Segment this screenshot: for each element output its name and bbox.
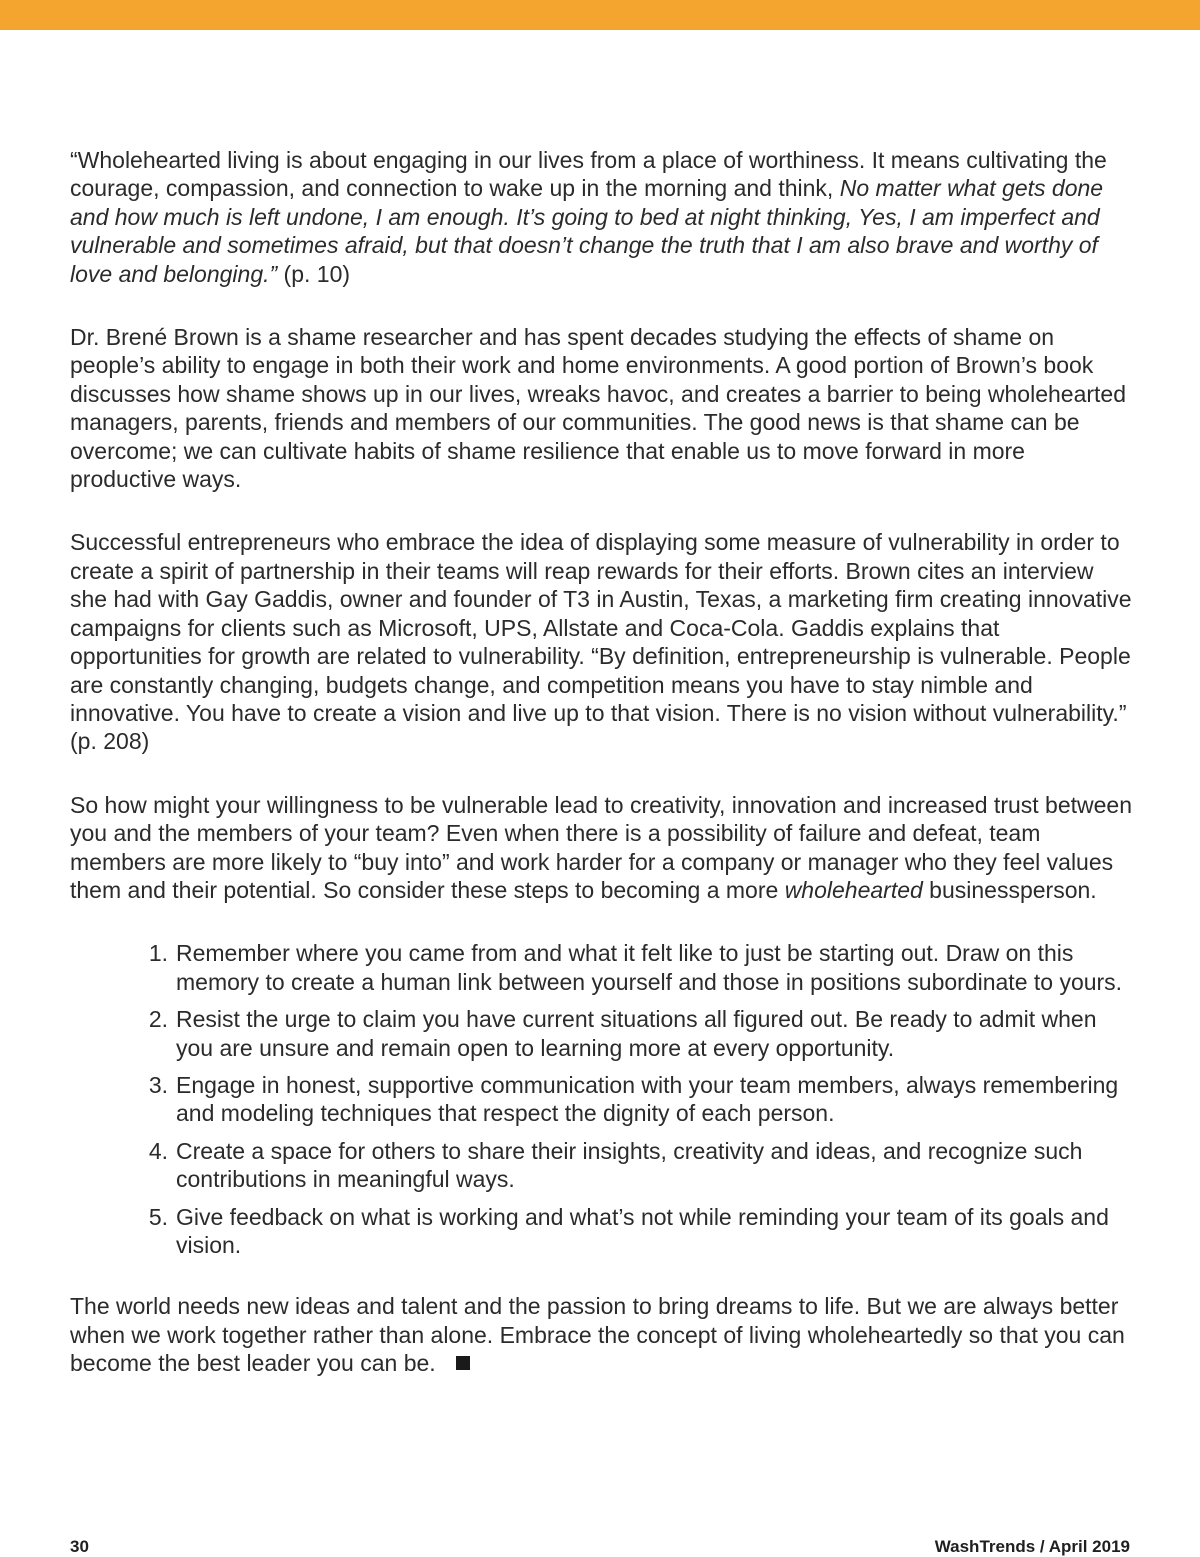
list-item (148, 1203, 1132, 1260)
article-body (70, 146, 1132, 1413)
list-item-text: Create a space for others to share their insights, creativity and ideas, and recognize such contributions in meaningful ways. (176, 1137, 1083, 1193)
steps-intro-italic: wholehearted (784, 876, 923, 903)
top-accent-bar (0, 0, 1200, 30)
end-mark-icon (456, 1356, 470, 1370)
publication-issue: WashTrends / April 2019 (934, 1537, 1130, 1556)
list-item (148, 939, 1132, 996)
closing-paragraph (70, 1292, 1132, 1377)
list-item (148, 1137, 1132, 1194)
list-item-text: Remember where you came from and what it felt like to just be starting out. Draw on this memory to create a human link between yourself and those in positions subordinate to yours. (176, 940, 1123, 995)
steps-list (70, 939, 1132, 1259)
page-number: 30 (70, 1537, 89, 1556)
list-item-number: 1. (148, 940, 168, 967)
list-item-number: 4. (148, 1137, 168, 1164)
quote-citation: (p. 10) (277, 260, 351, 287)
list-item (148, 1071, 1132, 1128)
closing-text: The world needs new ideas and talent and the passion to bring dreams to life. But we are always better when we work together rather than alone. Embrace the concept of living wholeheartedly so that you can become the best leader you can be. (70, 1293, 1125, 1377)
list-item-number: 3. (148, 1071, 168, 1098)
opening-quote (70, 146, 1132, 288)
paragraph-brown-research: Dr. Brené Brown is a shame researcher and has spent decades studying the effects of shame on people’s ability to engage in both their work and home environments. A good portion of Brown’s book discusses how shame shows up in our lives, wreaks havoc, and creates a barrier to being wholehearted managers, parents, friends and members of our communities. The good news is that shame can be overcome; we can cultivate habits of shame resilience that enable us to move forward in more productive ways. (70, 324, 1127, 493)
list-item (148, 1005, 1132, 1062)
paragraph-entrepreneurs: Successful entrepreneurs who embrace the idea of displaying some measure of vulnerability in order to create a spirit of partnership in their teams will reap rewards for their efforts. Brown cites an interview she had with Gay Gaddis, owner and founder of T3 in Austin, Texas, a marketing firm creating innovative campaigns for clients such as Microsoft, UPS, Allstate and Coca-Cola. Gaddis explains that opportunities for growth are related to vulnerability. “By definition, entrepreneurship is vulnerable. People are constantly changing, budgets change, and competition means you have to stay nimble and innovative. You have to create a vision and live up to that vision. There is no vision without vulnerability.” (p. 208) (70, 529, 1132, 755)
quote-italic: No matter what gets done and how much is left undone, I am enough. It’s going to bed at night thinking, Yes, I am imperfect and vulnerable and sometimes afraid, but that doesn’t change the truth that I am also brave and worthy of love and belonging.” (70, 175, 1104, 287)
list-item-text: Engage in honest, supportive communication with your team members, always remembering and modeling techniques that respect the dignity of each person. (176, 1071, 1119, 1127)
list-item-number: 5. (148, 1203, 168, 1230)
steps-intro-tail: businessperson. (922, 876, 1097, 903)
list-item-number: 2. (148, 1006, 168, 1033)
quote-lead: “Wholehearted living is about engaging in our lives from a place of worthiness. It means cultivating the courage, compassion, and connection to wake up in the morning and think, (70, 147, 1107, 202)
list-item-text: Resist the urge to claim you have current situations all figured out. Be ready to admit when you are unsure and remain open to learning more at every opportunity. (176, 1006, 1097, 1061)
paragraph-steps-intro (70, 791, 1132, 905)
steps-intro-lead: So how might your willingness to be vulnerable lead to creativity, innovation and increased trust between you and the members of your team? Even when there is a possibility of failure and defeat, team members are more likely to “buy into” and work harder for a company or manager who they feel values them and their potential. So consider these steps to becoming a more (70, 791, 1133, 903)
list-item-text: Give feedback on what is working and what’s not while reminding your team of its goals and vision. (176, 1203, 1109, 1258)
